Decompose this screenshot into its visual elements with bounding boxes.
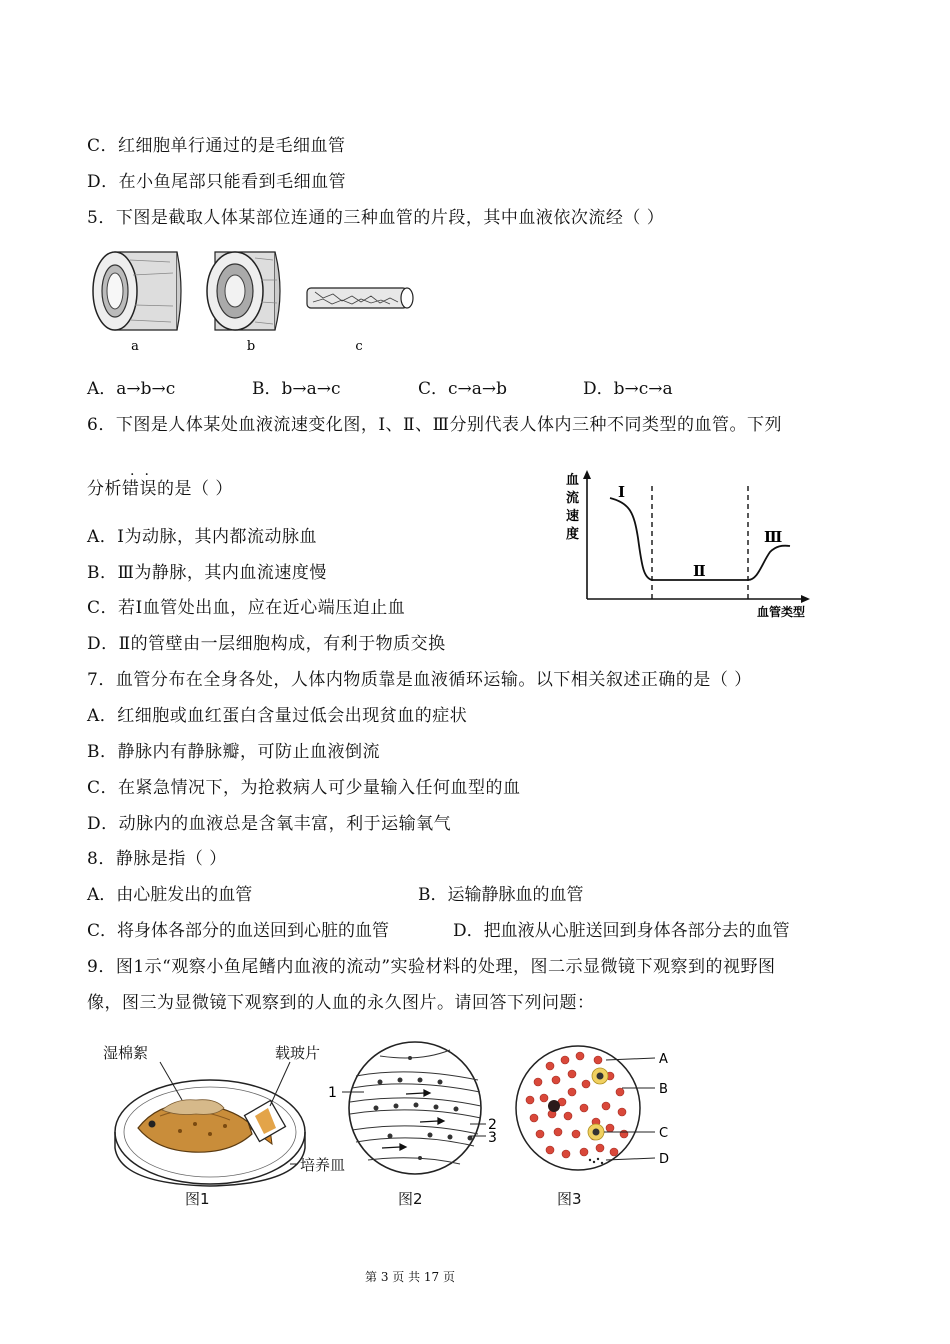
fig2-label-2: 2 xyxy=(488,1117,497,1133)
chart-segment-label-1: Ⅰ xyxy=(618,483,626,501)
lymphocyte xyxy=(548,1100,560,1112)
q7-option-b: B．静脉内有静脉瓣，可防止血液倒流 xyxy=(87,742,380,762)
vessel-a-drawing xyxy=(93,252,181,330)
fig3-label-a: A xyxy=(659,1052,668,1067)
q6-option-b: B．Ⅲ为静脉，其内血流速度慢 xyxy=(87,563,327,583)
fig1-label-slide: 载玻片 xyxy=(275,1044,321,1062)
q9-stem-line2: 像，图三为显微镜下观察到的人血的永久图片。请回答下列问题： xyxy=(87,993,595,1013)
fig3-caption: 图3 xyxy=(557,1190,582,1208)
q7-option-c: C．在紧急情况下，为抢救病人可少量输入任何血型的血 xyxy=(87,778,521,798)
q9-stem-line1: 9．图1示“观察小鱼尾鳍内血液的流动”实验材料的处理，图二示显微镜下观察到的视野图 xyxy=(87,957,776,977)
chart-ylabel-char: 速 xyxy=(566,509,580,524)
q6-blood-flow-chart xyxy=(560,468,825,628)
fig3-label-c: C xyxy=(659,1126,669,1141)
chart-segment-label-2: Ⅱ xyxy=(693,562,706,580)
chart-ylabel-char: 度 xyxy=(566,527,580,542)
q8-option-d: D．把血液从心脏送回到身体各部分去的血管 xyxy=(453,921,790,941)
q7-option-a: A．红细胞或血红蛋白含量过低会出现贫血的症状 xyxy=(87,706,468,726)
fig3-blood-smear xyxy=(510,1036,680,1186)
q5-option-a: A．a→b→c xyxy=(87,379,176,399)
vessel-label-c: c xyxy=(355,339,363,354)
emphasis-dots: .. xyxy=(130,463,159,479)
chart-segment-label-3: Ⅲ xyxy=(764,528,783,546)
q5-stem: 5．下图是截取人体某部位连通的三种血管的片段，其中血液依次流经（ ） xyxy=(87,208,665,228)
fig1-caption: 图1 xyxy=(185,1190,210,1208)
q8-stem: 8．静脉是指（ ） xyxy=(87,849,227,869)
chart-ylabel-char: 流 xyxy=(566,491,580,506)
q6-stem-line1: 6．下图是人体某处血液流速变化图，Ⅰ、Ⅱ、Ⅲ分别代表人体内三种不同类型的血管。下列 xyxy=(87,415,782,435)
page-footer: 第 3 页 共 17 页 xyxy=(365,1270,455,1284)
q4-option-c: C．红细胞单行通过的是毛细血管 xyxy=(87,136,346,156)
q6-option-d: D．Ⅱ的管壁由一层细胞构成，有利于物质交换 xyxy=(87,634,446,654)
vessel-b-drawing xyxy=(207,252,280,330)
q5-vessel-figure xyxy=(85,240,425,355)
q8-option-b: B．运输静脉血的血管 xyxy=(418,885,584,905)
chart-xlabel: 血管类型 xyxy=(757,605,806,619)
fig2-microscope-view xyxy=(320,1036,500,1186)
fig3-label-b: B xyxy=(659,1082,668,1097)
chart-y-arrow xyxy=(583,470,591,479)
fig1-label-wet-cotton: 湿棉絮 xyxy=(103,1044,149,1062)
q6-option-c: C．若Ⅰ血管处出血，应在近心端压迫止血 xyxy=(87,598,406,618)
fig2-label-1: 1 xyxy=(328,1085,337,1101)
q6-option-a: A．Ⅰ为动脉，其内都流动脉血 xyxy=(87,527,317,547)
fig3-label-d: D xyxy=(659,1152,670,1167)
vessel-label-a: a xyxy=(131,339,139,354)
q7-stem: 7．血管分布在全身各处，人体内物质靠是血液循环运输。以下相关叙述正确的是（ ） xyxy=(87,670,752,690)
chart-x-arrow xyxy=(801,595,810,603)
q6-stem-line2: 分析错误的是（ ） xyxy=(87,479,233,499)
q8-option-a: A．由心脏发出的血管 xyxy=(87,885,253,905)
q5-option-c: C．c→a→b xyxy=(418,379,508,399)
fig2-label-3: 3 xyxy=(488,1130,497,1146)
q7-option-d: D．动脉内的血液总是含氧丰富，利于运输氧气 xyxy=(87,814,452,834)
q4-option-d: D．在小鱼尾部只能看到毛细血管 xyxy=(87,172,347,192)
chart-ylabel-char: 血 xyxy=(566,473,580,488)
view-field-circle xyxy=(349,1042,481,1174)
q8-option-c: C．将身体各部分的血送回到心脏的血管 xyxy=(87,921,390,941)
fig1-label-dish: 培养皿 xyxy=(300,1156,346,1174)
vessel-c-drawing xyxy=(307,288,413,308)
q5-option-b: B．b→a→c xyxy=(252,379,341,399)
fig2-caption: 图2 xyxy=(398,1190,423,1208)
q5-option-d: D．b→c→a xyxy=(583,379,673,399)
vessel-label-b: b xyxy=(246,339,256,354)
